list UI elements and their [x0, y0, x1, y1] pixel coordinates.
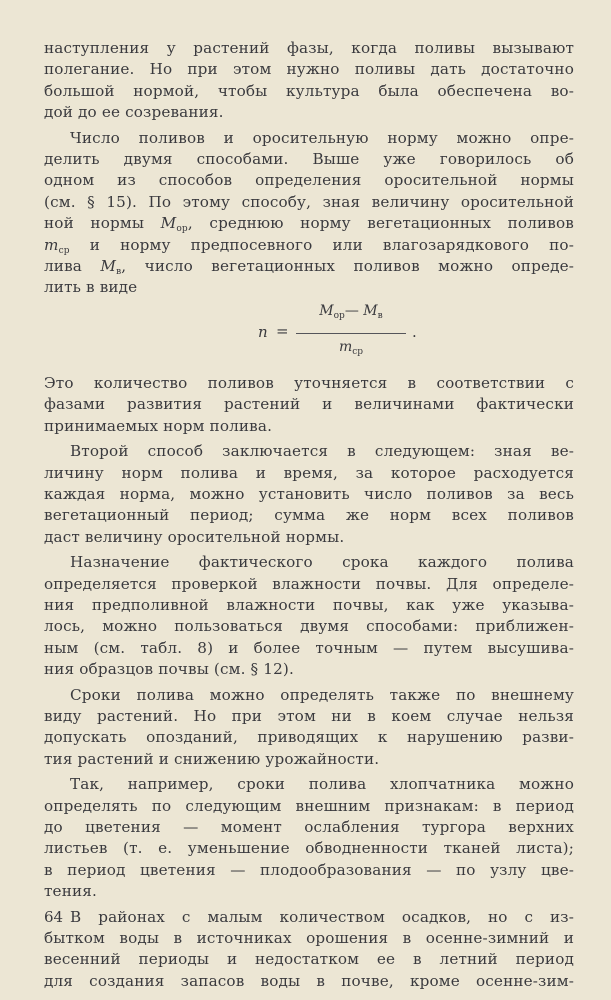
symbol-M: M: [100, 257, 117, 276]
subscript: ор: [176, 224, 188, 235]
text-line: лось, можно пользоваться двумя способами: приближен-: [44, 617, 574, 636]
text-line: Назначение фактического срока каждого полива: [70, 553, 574, 572]
text-line: ния предполивной влажности почвы, как уже указыва-: [44, 595, 574, 614]
text-line: личину норм полива и время, за которое расходуется: [44, 463, 574, 482]
text-line: вегетационный период; сумма же норм всех поливов: [44, 506, 574, 525]
text-line: ным (см. табл. 8) и более точным — путем высушива-: [44, 638, 574, 657]
text-line: весенний периоды и недостатком ее в летний период: [44, 950, 574, 969]
subscript: в: [377, 310, 383, 321]
paragraph-3: [44, 373, 574, 437]
formula-operator: —: [344, 302, 364, 319]
symbol-m: m: [338, 338, 353, 355]
text-line: Так, например, сроки полива хлопчатника можно: [70, 775, 574, 794]
text-line: определяется проверкой влажности почвы. Для определе-: [44, 574, 574, 593]
text-line: Сроки полива можно определять также по внешнему: [70, 685, 574, 704]
text-line: допускать опозданий, приводящих к нарушению разви-: [44, 728, 574, 747]
text-fragment: ной нормы: [44, 214, 161, 233]
formula-lhs: n: [258, 322, 268, 341]
paragraph-7: [44, 774, 574, 902]
formula: [44, 303, 574, 367]
text-line: Число поливов и оросительную норму можно опре-: [70, 128, 574, 147]
text-line: дой до ее созревания.: [44, 103, 224, 122]
text-fragment: лива: [44, 257, 101, 276]
paragraph-6: [44, 685, 574, 771]
text-line: делить двумя способами. Выше уже говорилось об: [44, 150, 574, 169]
symbol-M: M: [160, 214, 177, 233]
subscript: ср: [58, 245, 70, 256]
text-line: бытком воды в источниках орошения в осенне-зимний и: [44, 929, 574, 948]
text-line: тия растений и снижению урожайности.: [44, 749, 380, 768]
formula-denominator: [296, 339, 406, 355]
text-line: в период цветения — плодообразования — по узлу цве-: [44, 860, 574, 879]
page-body: [44, 38, 574, 996]
text-line: большой нормой, чтобы культура была обеспечена во-: [44, 81, 574, 100]
formula-equals: =: [276, 321, 289, 340]
text-fragment: , среднюю норму вегетационных поливов: [187, 214, 574, 233]
text-line: одном из способов определения оросительной нормы: [44, 171, 574, 190]
symbol-M: M: [363, 302, 378, 319]
paragraph-2: [44, 128, 574, 299]
text-fragment: и норму предпосевного или влагозарядкового по-: [69, 235, 574, 254]
text-line: лить в виде: [44, 278, 138, 297]
text-line: наступления у растений фазы, когда поливы вызывают: [44, 39, 574, 57]
text-line: Второй способ заключается в следующем: зная ве-: [70, 442, 574, 461]
subscript: ор: [333, 310, 345, 321]
text-line: ния образцов почвы (см. § 12).: [44, 660, 294, 679]
text-line: полегание. Но при этом нужно поливы дать достаточно: [44, 60, 574, 79]
text-line: Это количество поливов уточняется в соответствии с: [44, 373, 574, 392]
paragraph-1: [44, 38, 574, 124]
text-line: В районах с малым количеством осадков, но с из-: [70, 907, 574, 926]
text-line: определять по следующим внешним признакам: в период: [44, 796, 574, 815]
text-line: виду растений. Но при этом ни в коем случае нельзя: [44, 706, 574, 725]
subscript: в: [116, 267, 122, 278]
text-line: [44, 235, 574, 256]
paragraph-5: [44, 552, 574, 680]
paragraph-8: [44, 907, 574, 993]
fraction-bar: [296, 333, 406, 334]
text-line: фазами развития растений и величинами фактически: [44, 395, 574, 414]
text-line: даст величину оросительной нормы.: [44, 527, 345, 546]
page-number: 64: [44, 908, 64, 926]
symbol-M: M: [319, 302, 334, 319]
text-line: принимаемых норм полива.: [44, 416, 273, 435]
formula-period: .: [412, 322, 417, 341]
text-fragment: , число вегетационных поливов можно опреде-: [121, 257, 575, 276]
subscript: ср: [352, 346, 364, 357]
paragraph-4: [44, 441, 574, 548]
text-line: для создания запасов воды в почве, кроме осенне-зим-: [44, 971, 574, 990]
text-line: каждая норма, можно установить число поливов за весь: [44, 484, 574, 503]
formula-numerator: [296, 303, 406, 319]
text-line: [44, 256, 574, 277]
text-line: [44, 213, 574, 234]
text-line: (см. § 15). По этому способу, зная величину оросительной: [44, 192, 574, 211]
text-line: тения.: [44, 882, 97, 901]
symbol-m: m: [44, 235, 59, 254]
text-line: до цветения — момент ослабления тургора верхних: [44, 818, 574, 836]
text-line: листьев (т. е. уменьшение обводненности тканей листа);: [44, 839, 574, 858]
